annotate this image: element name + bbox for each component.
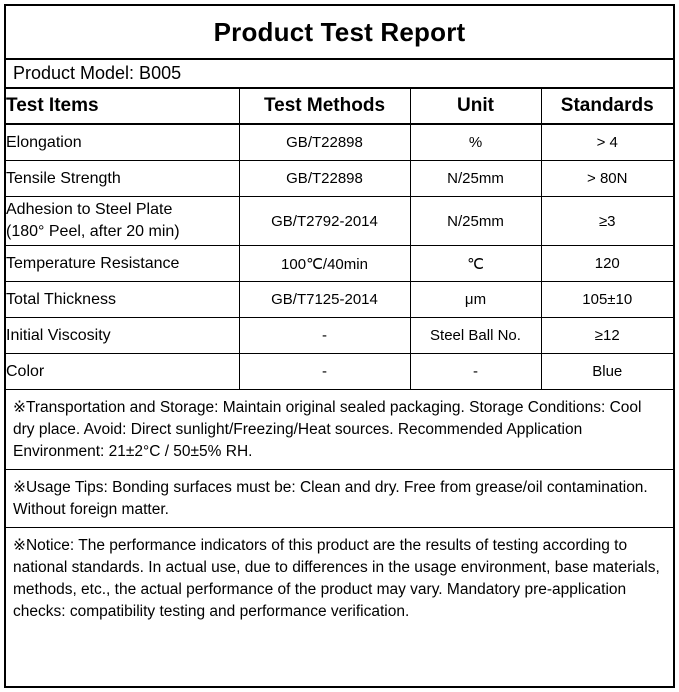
table-row	[6, 318, 673, 354]
cell-test-item: Elongation	[6, 124, 239, 161]
cell-test-method: GB/T22898	[239, 124, 410, 161]
table-row	[6, 161, 673, 197]
cell-test-item-line1: Adhesion to Steel Plate	[6, 201, 173, 219]
cell-unit: N/25mm	[410, 161, 541, 197]
cell-test-method: GB/T22898	[239, 161, 410, 197]
table-row	[6, 246, 673, 282]
cell-test-item: Tensile Strength	[6, 161, 239, 197]
table-row	[6, 354, 673, 390]
cell-test-method: 100℃/40min	[239, 246, 410, 282]
table-row	[6, 197, 673, 246]
cell-test-item: Color	[6, 354, 239, 390]
cell-unit: μm	[410, 282, 541, 318]
cell-unit: Steel Ball No.	[410, 318, 541, 354]
cell-unit: -	[410, 354, 541, 390]
table-header-row	[6, 89, 673, 124]
column-header-test-items: Test Items	[6, 89, 239, 124]
cell-test-method: GB/T7125-2014	[239, 282, 410, 318]
cell-test-item: Total Thickness	[6, 282, 239, 318]
cell-test-method: GB/T2792-2014	[239, 197, 410, 246]
cell-test-item	[6, 197, 239, 246]
table-row	[6, 282, 673, 318]
cell-standard: > 4	[541, 124, 673, 161]
product-model-row	[6, 58, 673, 89]
note-usage-tips: ※Usage Tips: Bonding surfaces must be: Clean and dry. Free from grease/oil contamination. Without foreign matter.	[6, 469, 673, 527]
cell-standard: 120	[541, 246, 673, 282]
cell-unit: ℃	[410, 246, 541, 282]
cell-unit: N/25mm	[410, 197, 541, 246]
cell-standard: 105±10	[541, 282, 673, 318]
cell-standard: Blue	[541, 354, 673, 390]
table-row	[6, 124, 673, 161]
cell-standard: ≥3	[541, 197, 673, 246]
column-header-test-methods: Test Methods	[239, 89, 410, 124]
page-title: Product Test Report	[213, 16, 466, 47]
report-title-bar	[6, 6, 673, 58]
notes-section	[6, 390, 673, 686]
specification-table	[6, 89, 673, 390]
cell-test-item: Temperature Resistance	[6, 246, 239, 282]
column-header-unit: Unit	[410, 89, 541, 124]
report-frame	[4, 4, 675, 688]
note-transportation-storage: ※Transportation and Storage: Maintain original sealed packaging. Storage Conditions: Cool dry place. Avoid: Direct sunlight/Freezing/Heat sources. Recommended Application Environment: 21±2°C / 50±5% RH.	[13, 399, 642, 460]
cell-standard: ≥12	[541, 318, 673, 354]
note-notice: ※Notice: The performance indicators of this product are the results of testing according to national standards. In actual use, due to differences in the usage environment, base materials, methods, etc., the actual performance of the product may vary. Mandatory pre-application checks: compatibility testing and performance verification.	[6, 527, 673, 686]
cell-unit: %	[410, 124, 541, 161]
cell-test-method: -	[239, 318, 410, 354]
cell-test-item: Initial Viscosity	[6, 318, 239, 354]
cell-test-method: -	[239, 354, 410, 390]
product-model-label: Product Model: B005	[13, 63, 182, 83]
cell-test-item-line2: (180° Peel, after 20 min)	[6, 223, 180, 240]
column-header-standards: Standards	[541, 89, 673, 124]
cell-standard: > 80N	[541, 161, 673, 197]
